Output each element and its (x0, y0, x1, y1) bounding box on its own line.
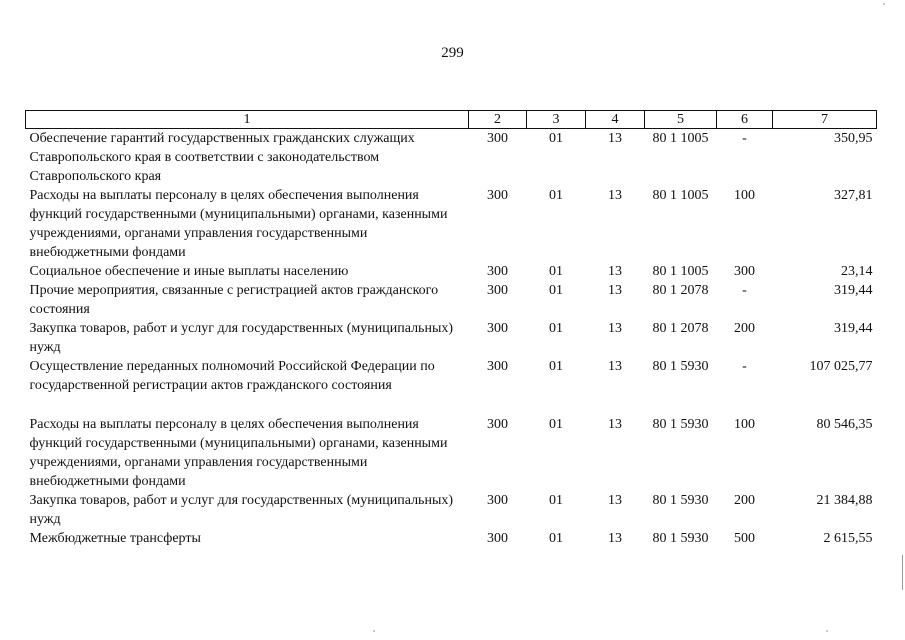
row-code-5: 80 1 1005 (652, 131, 709, 146)
header-col-3: 3 (527, 111, 586, 129)
row-code-6: - (742, 283, 747, 298)
row-code-5: 80 1 1005 (652, 264, 709, 279)
scan-artifact-dot (373, 630, 375, 632)
row-amount: 107 025,77 (809, 359, 873, 374)
table-row (26, 262, 877, 281)
row-code-2: 300 (487, 188, 508, 203)
row-name: Расходы на выплаты персоналу в целях обеспечения выполнения функций государственными (муниципальными) органами, казенными учреждениями, органами управления государственными внебюджетными фондами (29, 188, 448, 260)
scan-artifact-dot (826, 630, 828, 632)
row-amount: 23,14 (841, 264, 873, 279)
row-code-4: 13 (608, 283, 622, 298)
header-col-4: 4 (586, 111, 645, 129)
row-amount: 327,81 (834, 188, 873, 203)
row-code-3: 01 (549, 188, 563, 203)
table-row (26, 415, 877, 491)
row-code-4: 13 (608, 493, 622, 508)
row-code-2: 300 (487, 131, 508, 146)
header-col-5: 5 (645, 111, 717, 129)
table-row (26, 281, 877, 319)
row-code-6: - (742, 359, 747, 374)
row-code-6: 100 (734, 417, 755, 432)
row-code-6: - (742, 131, 747, 146)
row-code-4: 13 (608, 131, 622, 146)
row-amount: 80 546,35 (816, 417, 873, 432)
scan-artifact-line (902, 555, 903, 590)
row-code-3: 01 (549, 321, 563, 336)
table-row (26, 186, 877, 262)
row-amount: 21 384,88 (816, 493, 873, 508)
row-code-5: 80 1 5930 (652, 417, 709, 432)
row-code-5: 80 1 5930 (652, 493, 709, 508)
row-amount: 319,44 (834, 283, 873, 298)
row-code-6: 300 (734, 264, 755, 279)
row-code-3: 01 (549, 417, 563, 432)
row-code-3: 01 (549, 131, 563, 146)
table-header (26, 111, 877, 129)
row-code-2: 300 (487, 321, 508, 336)
scan-artifact-dot (883, 3, 885, 5)
header-row (26, 111, 877, 129)
row-code-6: 500 (734, 531, 755, 546)
row-code-6: 200 (734, 493, 755, 508)
row-code-2: 300 (487, 417, 508, 432)
row-code-3: 01 (549, 283, 563, 298)
row-code-2: 300 (487, 283, 508, 298)
row-code-2: 300 (487, 493, 508, 508)
row-code-3: 01 (549, 531, 563, 546)
header-col-2: 2 (469, 111, 527, 129)
table-row (26, 319, 877, 357)
row-name: Осуществление переданных полномочий Российской Федерации по государственной регистрации актов гражданского состояния (29, 359, 435, 393)
row-name: Социальное обеспечение и иные выплаты населению (29, 264, 349, 279)
header-col-1: 1 (26, 111, 469, 129)
row-code-5: 80 1 1005 (652, 188, 709, 203)
row-name: Закупка товаров, работ и услуг для государственных (муниципальных) нужд (29, 493, 454, 527)
row-code-5: 80 1 2078 (652, 283, 709, 298)
row-code-4: 13 (608, 359, 622, 374)
row-code-5: 80 1 5930 (652, 531, 709, 546)
row-code-3: 01 (549, 493, 563, 508)
row-code-3: 01 (549, 359, 563, 374)
row-code-6: 200 (734, 321, 755, 336)
table-body (26, 129, 877, 549)
row-amount: 350,95 (834, 131, 873, 146)
table-row (26, 529, 877, 548)
table-row (26, 129, 877, 187)
row-code-6: 100 (734, 188, 755, 203)
row-name: Обеспечение гарантий государственных гражданских служащих Ставропольского края в соответствии с законодательством Ставропольского края (29, 131, 415, 184)
row-code-4: 13 (608, 417, 622, 432)
row-code-4: 13 (608, 188, 622, 203)
row-code-4: 13 (608, 321, 622, 336)
row-name: Расходы на выплаты персоналу в целях обеспечения выполнения функций государственными (муниципальными) органами, казенными учреждениями, органами управления государственными внебюджетными фондами (29, 417, 448, 489)
row-code-2: 300 (487, 531, 508, 546)
row-code-4: 13 (608, 264, 622, 279)
row-code-5: 80 1 5930 (652, 359, 709, 374)
row-amount: 2 615,55 (823, 531, 873, 546)
row-code-5: 80 1 2078 (652, 321, 709, 336)
row-name: Закупка товаров, работ и услуг для государственных (муниципальных) нужд (29, 321, 454, 355)
budget-table (25, 110, 877, 548)
table-row (26, 357, 877, 415)
row-name: Межбюджетные трансферты (29, 531, 201, 546)
row-code-2: 300 (487, 359, 508, 374)
row-amount: 319,44 (834, 321, 873, 336)
row-name: Прочие мероприятия, связанные с регистрацией актов гражданского состояния (29, 283, 439, 317)
table-row (26, 491, 877, 529)
header-col-6: 6 (717, 111, 773, 129)
row-code-3: 01 (549, 264, 563, 279)
page-number: 299 (441, 45, 464, 61)
header-col-7: 7 (773, 111, 877, 129)
row-code-4: 13 (608, 531, 622, 546)
row-code-2: 300 (487, 264, 508, 279)
